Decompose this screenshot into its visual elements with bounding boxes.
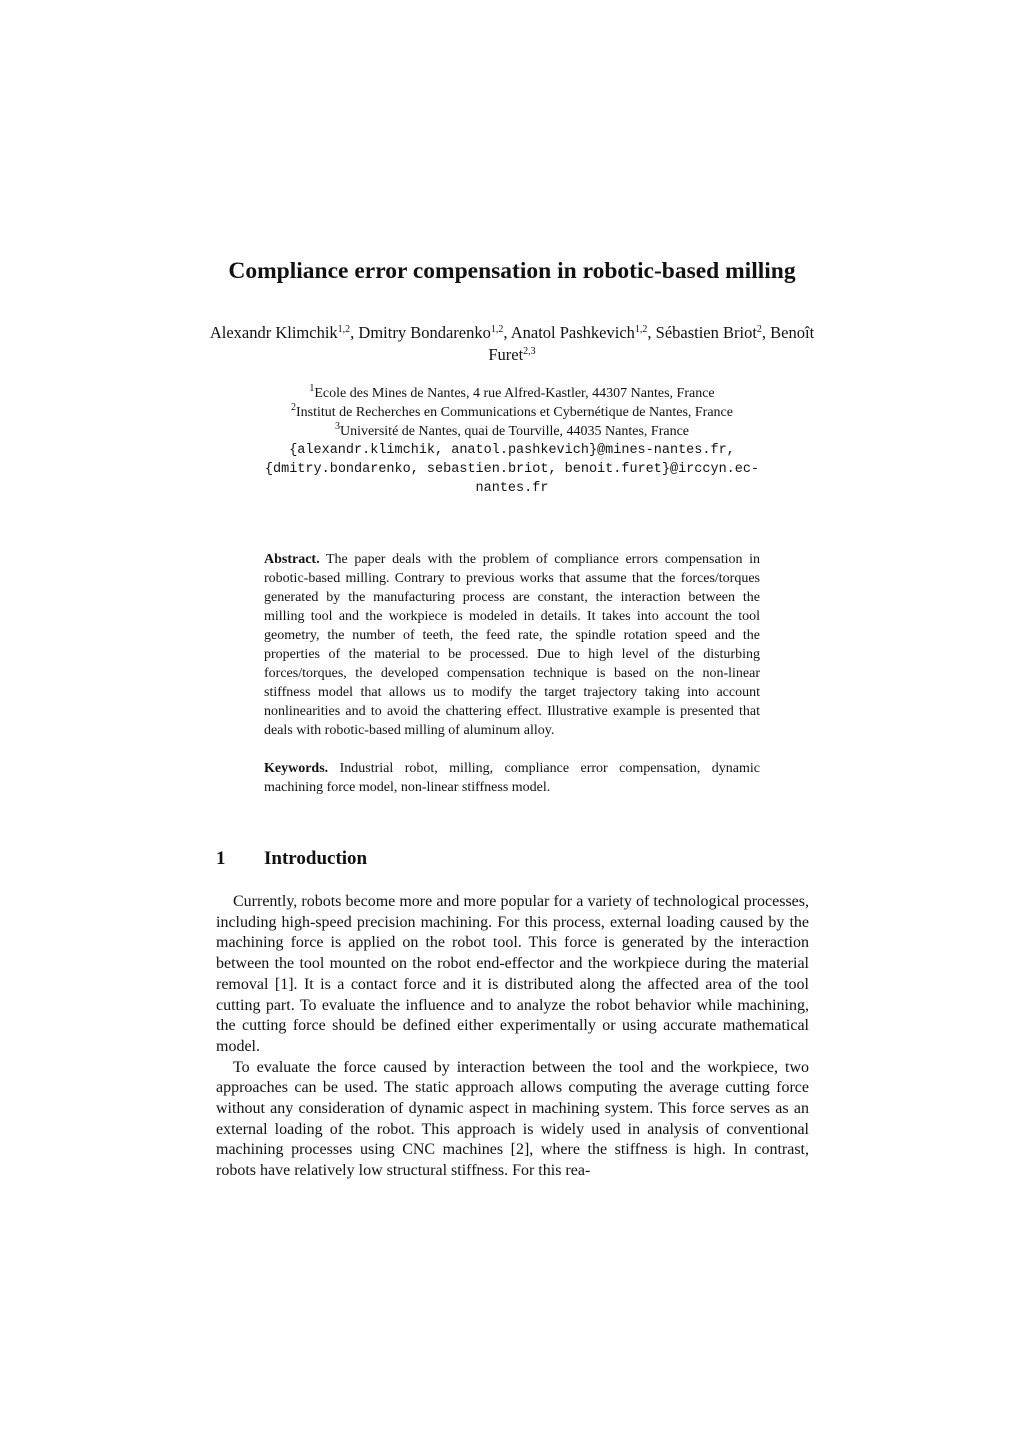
author-affiliation-mark: 1,2 — [337, 324, 351, 335]
author-separator: , — [647, 323, 656, 342]
affiliation-mark: 1 — [309, 383, 315, 394]
author-separator: , — [761, 323, 767, 342]
email-line: {alexandr.klimchik, anatol.pashkevich}@mines-nantes.fr, — [289, 443, 735, 458]
author — [210, 323, 359, 342]
affiliation-mark: 3 — [334, 421, 340, 432]
paper-title: Compliance error compensation in robotic-based milling — [228, 258, 796, 284]
affiliation-text: Institut de Recherches en Communications et Cybernétique de Nantes, France — [296, 405, 733, 420]
author-separator: , — [350, 323, 359, 342]
abstract-paragraph — [264, 550, 760, 740]
affiliation — [200, 384, 824, 403]
author-affiliation-mark: 1,2 — [490, 324, 504, 335]
author-name: Anatol Pashkevich — [510, 323, 635, 342]
body-paragraph: To evaluate the force caused by interaction between the tool and the workpiece, two approaches can be used. The static approach allows computing the average cutting force without any consideration of dynamic aspect in machining system. This force serves as an external loading of the robot. This approach is widely used in analysis of conventional machining processes using CNC machines [2], where the stiffness is high. In contrast, robots have relatively low structural stiffness. For this rea- — [216, 1058, 809, 1180]
author-name: Benoît Furet — [488, 323, 815, 364]
author-separator: , — [503, 323, 511, 342]
section-heading — [216, 846, 367, 872]
abstract — [264, 550, 760, 797]
author-affiliation-mark: 1,2 — [634, 324, 648, 335]
author-affiliation-mark: 2,3 — [523, 346, 536, 357]
author-name: Alexandr Klimchik — [209, 323, 338, 342]
section-title: Introduction — [264, 848, 368, 869]
affiliation-text: Université de Nantes, quai de Tourville, 44035 Nantes, France — [339, 424, 690, 439]
affiliation — [200, 422, 824, 441]
abstract-label: Abstract. — [264, 552, 320, 567]
email-line: {dmitry.bondarenko, sebastien.briot, benoit.furet}@irccyn.ec- — [264, 462, 760, 477]
author-name: Dmitry Bondarenko — [358, 323, 491, 342]
abstract-text: The paper deals with the problem of compliance errors compensation in robotic-based milling. Contrary to previous works that assume that the forces/torques generated by the manufacturing process are constant, the interaction between the milling tool and the workpiece is modeled in details. It takes into account the tool geometry, the number of teeth, the feed rate, the spindle rotation speed and the properties of the material to be processed. Due to high level of the disturbing forces/torques, the developed compensation technique is based on the non-linear stiffness model that allows us to modify the target trajectory taking into account nonlinearities and to avoid the chattering effect. Illustrative example is presented that deals with robotic-based milling of aluminum alloy. — [264, 552, 760, 738]
author-list — [200, 322, 824, 366]
author-name: Sébastien Briot — [655, 323, 757, 342]
author — [358, 323, 510, 342]
section-number: 1 — [216, 848, 226, 869]
keywords-label: Keywords. — [264, 761, 329, 776]
email-line: nantes.fr — [475, 481, 549, 496]
affiliation — [200, 403, 824, 422]
section-body — [216, 892, 809, 1182]
affiliation-text: Ecole des Mines de Nantes, 4 rue Alfred-Kastler, 44307 Nantes, France — [314, 386, 715, 401]
body-paragraph: Currently, robots become more and more popular for a variety of technological processes, including high-speed precision machining. For this process, external loading caused by the machining force is applied on the robot tool. This force is generated by the interaction between the tool mounted on the robot end-effector and the workpiece during the material removal [1]. It is a contact force and it is distributed along the affected area of the tool cutting part. To evaluate the influence and to analyze the robot behavior while machining, the cutting force should be defined either experimentally or using accurate mathematical model. — [216, 893, 809, 1055]
keywords-paragraph — [264, 759, 760, 797]
keywords-text: Industrial robot, milling, compliance error compensation, dynamic machining force model, non-linear stiffness model. — [264, 761, 760, 795]
author-affiliation-mark: 2 — [756, 324, 762, 335]
author — [511, 323, 656, 342]
affiliation-mark: 2 — [291, 402, 296, 413]
affiliations — [200, 384, 824, 498]
author — [656, 323, 766, 342]
